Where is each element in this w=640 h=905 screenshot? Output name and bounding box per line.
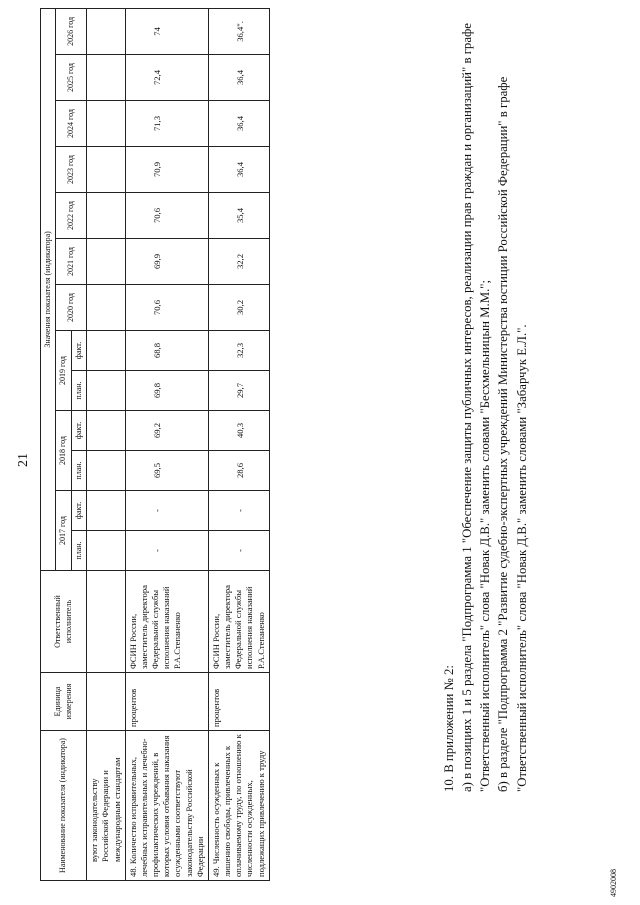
header-2023: 2023 год — [56, 147, 87, 193]
cell-2017-plan: - — [125, 531, 208, 571]
row-name: Количество исправительных, лечебных исправительных и лечебно-профилактических учреждений, в которых условия отбывания наказания осужденными соответствуют законодательству Российской Федерации — [127, 735, 205, 877]
header-2019: 2019 год — [56, 331, 71, 411]
cell-2025: 72,4 — [125, 55, 208, 101]
header-fact: факт. — [71, 491, 86, 531]
header-2025: 2025 год — [56, 55, 87, 101]
cell-2026: 74 — [125, 8, 208, 54]
cell-2018-plan: 69,5 — [125, 451, 208, 491]
header-2017: 2017 год — [56, 491, 71, 571]
header-2021: 2021 год — [56, 239, 87, 285]
cell-2026: 36,4". — [208, 8, 269, 54]
cell-2017-plan: - — [208, 531, 269, 571]
cell-2025: 36,4 — [208, 55, 269, 101]
cell-2020: 30,2 — [208, 285, 269, 331]
paragraph-a: а) в позициях 1 и 5 раздела "Подпрограмма 1 "Обеспечение защиты публичных интересов, реализации прав граждан и организаций" в графе "Ответственный исполнитель" слова "Новак Д.В." заменить словами "Бесхмельницын М.М."; — [460, 23, 493, 792]
header-plan: план. — [71, 371, 86, 411]
cell-2018-fact: 40,3 — [208, 411, 269, 451]
header-values: Значения показателя (индикатора) — [41, 8, 56, 570]
cell-2017-fact: - — [208, 491, 269, 531]
cell-2020: 70,6 — [125, 285, 208, 331]
header-exec: Ответственный исполнитель — [41, 571, 87, 673]
row-exec: ФСИН России, заместитель директора Федеральной службы исполнения наказаний Р.А.Степаненко — [208, 571, 269, 673]
cell-2018-plan: 28,6 — [208, 451, 269, 491]
cell-2022: 70,6 — [125, 193, 208, 239]
table-row — [208, 8, 269, 880]
cell-2021: 32,2 — [208, 239, 269, 285]
indicator-table — [40, 8, 270, 881]
row-name-cell — [125, 731, 208, 881]
cell-2021: 69,9 — [125, 239, 208, 285]
cell-2019-fact: 32,3 — [208, 331, 269, 371]
section-heading: 10. В приложении № 2: — [442, 665, 456, 792]
cell-2024: 36,4 — [208, 101, 269, 147]
header-fact: факт. — [71, 411, 86, 451]
row-name-cell — [208, 731, 269, 881]
header-plan: план. — [71, 451, 86, 491]
header-2018: 2018 год — [56, 411, 71, 491]
cell-2019-plan: 69,8 — [125, 371, 208, 411]
amendment-text — [440, 10, 531, 810]
header-2024: 2024 год — [56, 101, 87, 147]
table-row — [125, 8, 208, 880]
cell-2022: 35,4 — [208, 193, 269, 239]
row-index: 48. — [127, 866, 138, 877]
row-unit: процентов — [208, 673, 269, 731]
document-id: 4902008 — [609, 869, 618, 897]
header-name: Наименование показателя (индикатора) — [41, 731, 87, 881]
row-name: Численность осужденных к лишению свободы, привлеченных к оплачиваемому труду, по отношению к численности осужденных, подлежащих привлечению к труду — [210, 734, 266, 877]
paragraph-b: б) в разделе "Подпрограмма 2 "Развитие судебно-экспертных учреждений Министерства юстиции Российской Федерации" в графе "Ответственный исполнитель" слова "Новак Д.В." заменить словами "Забарчук Е.Л.". — [496, 76, 529, 792]
cell-2017-fact: - — [125, 491, 208, 531]
header-2026: 2026 год — [56, 8, 87, 54]
header-plan: план. — [71, 531, 86, 571]
row-index: 49. — [210, 866, 221, 877]
continuation-text: вуют законодательству Российской Федерации и международным стандартам — [87, 731, 126, 881]
cell-2018-fact: 69,2 — [125, 411, 208, 451]
table-row-continuation — [87, 8, 126, 880]
row-unit: процентов — [125, 673, 208, 731]
cell-2023: 36,4 — [208, 147, 269, 193]
header-2022: 2022 год — [56, 193, 87, 239]
row-exec: ФСИН России, заместитель директора Федеральной службы исполнения наказаний Р.А.Степаненко — [125, 571, 208, 673]
cell-2019-plan: 29,7 — [208, 371, 269, 411]
header-fact: факт. — [71, 331, 86, 371]
cell-2019-fact: 68,8 — [125, 331, 208, 371]
page-number: 21 — [16, 453, 31, 467]
cell-2024: 71,3 — [125, 101, 208, 147]
header-2020: 2020 год — [56, 285, 87, 331]
cell-2023: 70,9 — [125, 147, 208, 193]
header-unit: Единица измерения — [41, 673, 87, 731]
